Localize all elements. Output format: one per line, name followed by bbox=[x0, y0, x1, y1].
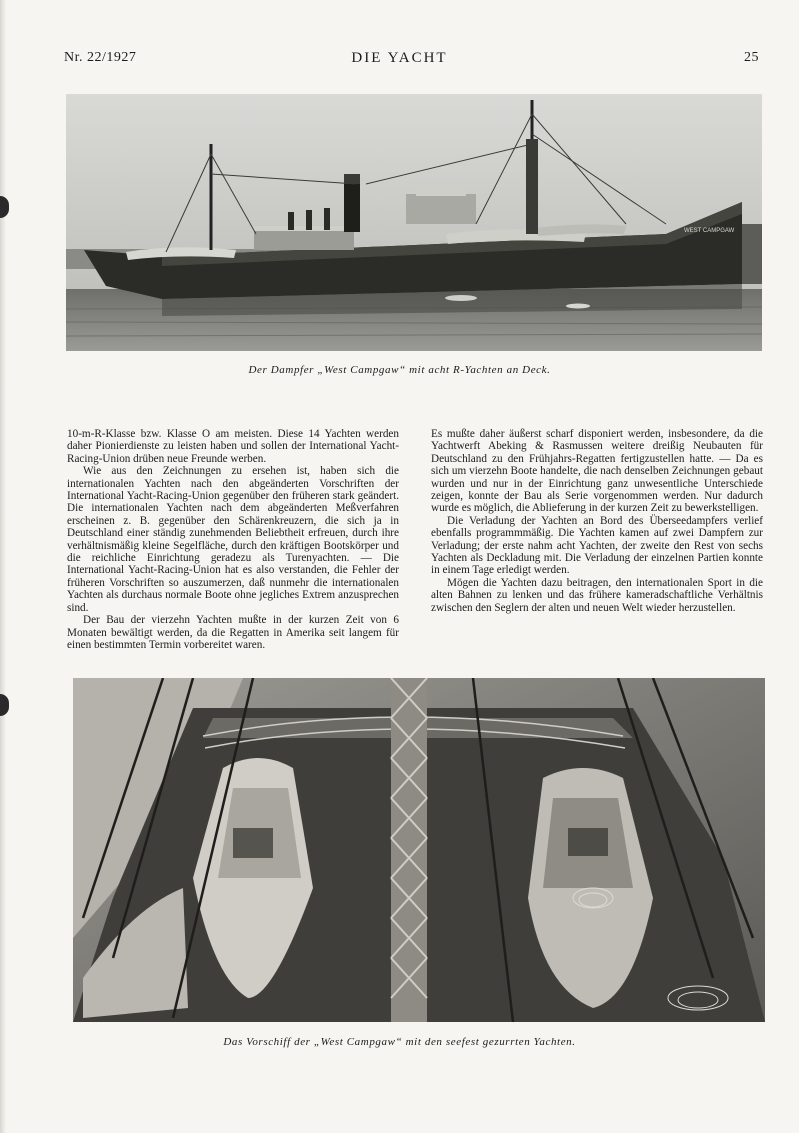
foredeck-photo bbox=[73, 678, 765, 1022]
article-paragraph: Es mußte daher äußerst scharf disponiert werden, insbesondere, da die Yachtwerft Abeking & Rasmussen weitere dreißig Neubauten für Deutschland zu den Frühjahrs-Regatten fertigzustellen hatte. — Da es sich um vierzehn Boote handelte, die nach denselben Zeichnungen gebaut wurden und nur in der Einrichtung ganz unwesentliche Unterschiede zeigen, konnte der Bau als Serie vorgenommen werden. Nur dadurch wurde es möglich, die Ablieferung in der kurzen Zeit zu bewerkstelligen. bbox=[431, 428, 763, 515]
steamer-photo bbox=[66, 94, 762, 351]
magazine-title: DIE YACHT bbox=[351, 50, 448, 66]
article-paragraph: Wie aus den Zeichnungen zu ersehen ist, haben sich die internationalen Yachten nach den abgeänderten Vorschriften der International Yacht-Racing-Union gegenüber den früheren stark geändert. Die internationalen Yachten nach dem abgeänderten Meßverfahren erscheinen z. B. gegenüber den Schärenkreuzern, die sich ja in Deutschland einer ständig zunehmenden Beliebtheit erfreuen, durch ihre verhältnismäßig kleine Segelfläche, durch den kräftigen Bootskörper und die reichliche Einrichtung geradezu als Turenyachten. — Die International Yacht-Racing-Union hat es also verstanden, die Fehler der früheren Vorschriften so auszumerzen, daß nunmehr die internationalen Yachten als durchaus normale Boote ohne jegliches Extrem anzusprechen sind. bbox=[67, 465, 399, 614]
binding-hole bbox=[0, 694, 9, 716]
top-photo-caption: Der Dampfer „West Campgaw“ mit acht R-Yachten an Deck. bbox=[248, 364, 551, 376]
article-paragraph: Mögen die Yachten dazu beitragen, den internationalen Sport in die alten Bahnen zu lenken und das frühere kameradschaftliche Verhältnis zwischen den Seglern der alten und neuen Welt wieder herzustellen. bbox=[431, 576, 763, 614]
page-edge bbox=[0, 0, 6, 1133]
bottom-photo-caption: Das Vorschiff der „West Campgaw“ mit den seefest gezurrten Yachten. bbox=[223, 1036, 576, 1048]
page-number: 25 bbox=[744, 50, 759, 65]
article-paragraph: Die Verladung der Yachten an Bord des Überseedampfers verlief ebenfalls programmmäßig. Die Yachten kamen auf zwei Dampfern zur Verladung; der erste nahm acht Yachten, der zweite den Rest von sechs Yachten als Deckladung mit. Die Verladung der einzelnen Partien konnte in einem Tage erledigt werden. bbox=[431, 514, 763, 577]
article-right-column bbox=[431, 428, 763, 614]
article-paragraph: 10-m-R-Klasse bzw. Klasse O am meisten. Diese 14 Yachten werden daher Pionierdienste zu leisten haben und sollen der International Yacht-Racing-Union drüben neue Freunde werben. bbox=[67, 428, 399, 465]
article-left-column bbox=[67, 428, 399, 651]
hull-name: WEST CAMPGAW bbox=[684, 228, 735, 234]
article-paragraph: Der Bau der vierzehn Yachten mußte in der kurzen Zeit von 6 Monaten bewältigt werden, da die Regatten in Amerika seit langem für einen bestimmten Termin vorbereitet waren. bbox=[67, 614, 399, 651]
issue-number: Nr. 22/1927 bbox=[64, 50, 137, 65]
binding-hole bbox=[0, 196, 9, 218]
